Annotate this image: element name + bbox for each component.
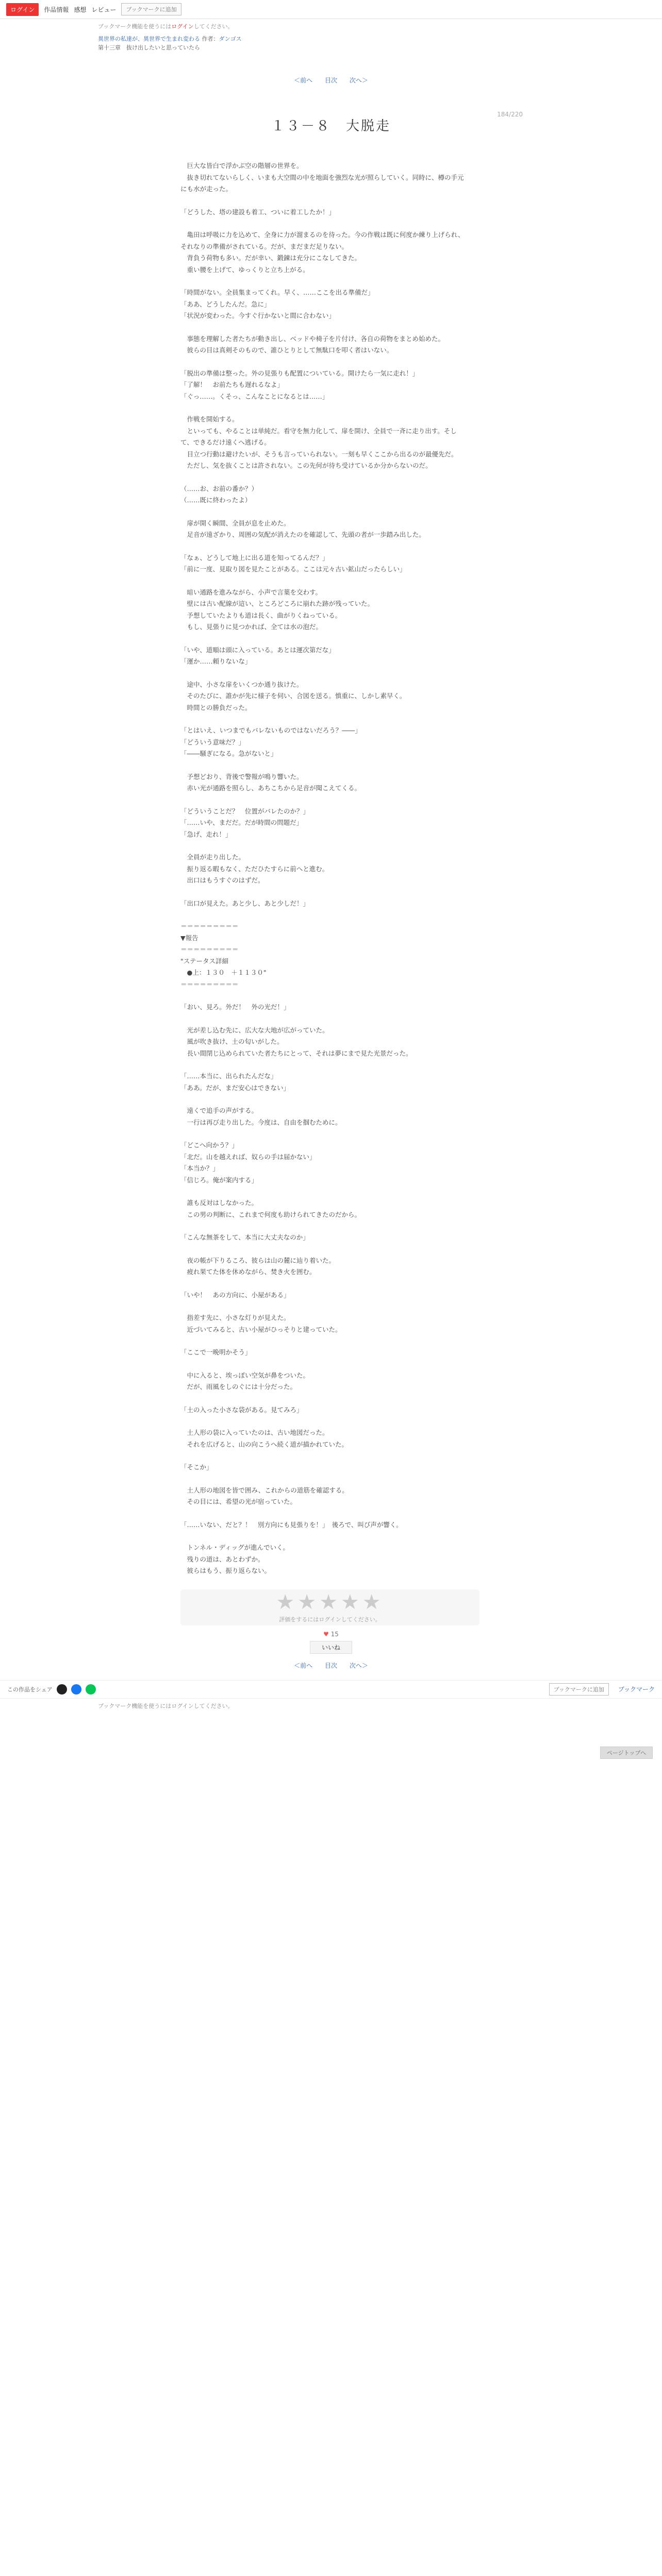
bookmark-notice-bottom: ブックマーク機能を使うにはログインしてください。 <box>98 1702 234 1709</box>
novel-paragraph: 全員が走り出した。 振り返る暇もなく、ただひたすらに前へと進む。 出口はもうすぐのはずだ。 <box>187 853 329 884</box>
novel-paragraph: 暗い通路を進みながら、小声で言葉を交わす。 壁には古い配線が這い、ところどころに崩れた跡が残っていた。 予想していたよりも道は長く、曲がりくねっている。 もし、見張りに見つかれば、全ては水の泡だ。 <box>187 588 374 631</box>
novel-paragraph: 土人形の袋に入っていたのは、古い地図だった。 それを広げると、山の向こうへ続く道が描かれていた。 <box>187 1429 349 1448</box>
like-button[interactable]: いいね <box>310 1641 352 1654</box>
footer-bookmark-button[interactable]: ブックマークに追加 <box>549 1683 609 1696</box>
notice-post: してください。 <box>193 23 234 30</box>
pager-bottom <box>0 1661 662 1670</box>
novel-paragraph: （……お、お前の番か？） （……既に終わったよ） <box>180 484 258 504</box>
novel-paragraph: 「なぁ、どうして地上に出る道を知ってるんだ？」 「前に一度、見取り図を見たことがある。ここは元々古い鉱山だったらしい」 <box>180 553 406 573</box>
nav-work-info[interactable]: 作品情報 <box>44 6 69 13</box>
novel-paragraph: 「いや、道順は頭に入っている。あとは運次第だな」 「運か……頼りないな」 <box>180 646 335 665</box>
novel-paragraph: 「ここで一晩明かそう」 <box>180 1348 252 1356</box>
novel-paragraph: 「どうした、塔の建設も着工、ついに着工したか！」 <box>180 208 336 216</box>
novel-paragraph: 夜の帳が下りるころ、彼らは山の麓に辿り着いた。 疲れ果てた体を休めながら、焚き火を囲む。 <box>187 1256 336 1276</box>
novel-paragraph: 誰も反対はしなかった。 この男の判断に、これまで何度も助けられてきたのだから。 <box>187 1199 361 1218</box>
novel-paragraph: 途中、小さな扉をいくつか通り抜けた。 そのたびに、誰かが先に様子を伺い、合図を送る。慎重に、しかし素早く。 時間との勝負だった。 <box>187 680 406 711</box>
rating-note: 評価をするにはログインしてください。 <box>279 1616 381 1623</box>
bookmark-button[interactable]: ブックマークに追加 <box>121 3 181 15</box>
prev-link[interactable]: ＜前へ <box>294 77 313 84</box>
rating-box <box>180 1589 479 1625</box>
page-top-button[interactable]: ページトップへ <box>600 1747 653 1759</box>
novel-paragraph: 「どういうことだ？ 位置がバレたのか？」 「……いや、まだだ。だが時間の問題だ」 「急げ、走れ！」 <box>180 807 310 838</box>
notice-pre: ブックマーク機能を使うには <box>98 23 172 30</box>
footer-share-bar <box>0 1680 662 1699</box>
nav-impressions[interactable]: 感想 <box>74 6 87 13</box>
novel-paragraph: 「こんな無茶をして、本当に大丈夫なのか」 <box>180 1233 309 1241</box>
breadcrumb <box>0 30 662 52</box>
like-count <box>0 1631 662 1638</box>
line-share-icon[interactable] <box>86 1684 96 1694</box>
rating-stars[interactable]: ★★★★★ <box>276 1590 384 1614</box>
next-link-bottom[interactable]: 次へ＞ <box>349 1662 368 1669</box>
novel-paragraph: 扉が開く瞬間、全員が息を止めた。 足音が遠ざかり、周囲の気配が消えたのを確認して、先頭の者が一歩踏み出した。 <box>187 519 425 538</box>
novel-paragraph: 事態を理解した者たちが動き出し、ベッドや椅子を片付け、各自の荷物をまとめ始めた。 彼らの目は真剣そのもので、誰ひとりとして無駄口を叩く者はいない。 <box>187 334 445 354</box>
footer-bookmark-link[interactable]: ブックマーク <box>618 1686 655 1693</box>
novel-paragraph: 「……本当に、出られたんだな」 「ああ。だが、まだ安心はできない」 <box>180 1072 290 1092</box>
notice-login-link[interactable]: ログイン <box>171 23 194 30</box>
novel-paragraph: 作戦を開始する。 といっても、やることは単純だ。看守を無力化して、扉を開け、全員で一斉に走り出す。そして、できるだけ遠くへ逃げる。 目立つ行動は避けたいが、そうも言っていられない。一刻も早くここから出るのが最優先だ。 ただし、気を抜くことは許されない。この先何が待ち受けているか分からないのだ。 <box>180 415 458 469</box>
top-bar <box>0 0 662 19</box>
breadcrumb-chapter: 第十三章 抜け出したいと思っていたら <box>98 44 200 51</box>
toc-link-bottom[interactable]: 目次 <box>324 1662 337 1669</box>
facebook-share-icon[interactable] <box>71 1684 81 1694</box>
login-button[interactable]: ログイン <box>6 3 39 16</box>
novel-paragraph: 「出口が見えた。あと少し、あと少しだ！」 <box>180 899 310 907</box>
nav-reviews[interactable]: レビュー <box>91 6 117 13</box>
prev-link-bottom[interactable]: ＜前へ <box>294 1662 313 1669</box>
novel-paragraph: 「どこへ向かう？」 「北だ。山を越えれば、奴らの手は届かない」 「本当か？」 「信じろ。俺が案内する」 <box>180 1141 316 1184</box>
pager-top <box>0 76 662 84</box>
novel-paragraph: 「そこか」 <box>180 1463 213 1471</box>
novel-paragraph: 予想どおり、背後で警報が鳴り響いた。 赤い光が通路を照らし、あちこちから足音が聞こえてくる。 <box>187 772 361 792</box>
breadcrumb-author[interactable]: ダンゴス <box>219 36 242 42</box>
bookmark-notice <box>0 19 662 30</box>
like-number: 15 <box>330 1630 339 1638</box>
novel-paragraph: 中に入ると、埃っぽい空気が鼻をついた。 だが、雨風をしのぐには十分だった。 <box>187 1371 310 1391</box>
toc-link[interactable]: 目次 <box>324 77 337 84</box>
novel-body <box>180 160 469 1577</box>
novel-paragraph: 「時間がない。全員集まってくれ。早く、……ここを出る準備だ」 「ああ、どうしたんだ。急に」 「状況が変わった。今すぐ行かないと間に合わない」 <box>180 289 374 319</box>
novel-paragraph: トンネル・ディッグが進んでいく。 残りの道は、あとわずか。 彼らはもう、振り返らない。 <box>187 1544 289 1574</box>
novel-paragraph: 光が差し込む先に、広大な大地が広がっていた。 風が吹き抜け、土の匂いがした。 長い間閉じ込められていた者たちにとって、それは夢にまで見た光景だった。 <box>187 1026 412 1057</box>
novel-paragraph: 「いや！ あの方向に、小屋がある」 <box>180 1291 290 1299</box>
novel-paragraph: 土人形の地図を皆で囲み、これからの道筋を確認する。 その目には、希望の光が宿っていた。 <box>187 1486 349 1505</box>
novel-paragraph: 「土の入った小さな袋がある。見てみろ」 <box>180 1405 303 1414</box>
novel-paragraph: 巨大な皆白で浮かぶ空の階層の世界を。 抜き切れてないらしく、いまも大空間の中を地面を強烈な光が照らしていく。同時に、樽の手元にも水が走った。 <box>180 162 464 193</box>
novel-paragraph: 「とはいえ、いつまでもバレないものではないだろう？――」 「どういう意味だ？」 「――騒ぎになる。急がないと」 <box>180 726 361 757</box>
novel-paragraph: 「脱出の準備は整った。外の見張りも配置についている。開けたら一気に走れ！」 「了解！ お前たちも遅れるなよ」 「ぐっ……。くそっ、こんなことになるとは……」 <box>180 369 419 400</box>
episode-title: １３－８ 大脱走 <box>271 118 391 134</box>
novel-paragraph: 「……いない、だと？！ 別方向にも見張りを！」 後ろで、叫び声が響く。 <box>180 1520 403 1529</box>
page-number: 184/220 <box>497 111 523 118</box>
novel-paragraph: 指差す先に、小さな灯りが見えた。 近づいてみると、古い小屋がひっそりと建っていた。 <box>187 1314 342 1333</box>
x-share-icon[interactable] <box>57 1684 67 1694</box>
novel-paragraph: 「おい、見ろ。外だ！ 外の光だ！」 <box>180 1003 290 1011</box>
novel-paragraph: 亀田は呼吸に力を込めて、全身に力が溜まるのを待った。今の作戦は既に何度か練り上げられ、それなりの準備がされている。だが、まだまだ足りない。 背負う荷物も多い。だが幸い、鍛錬は充分にこなしてきた。 重い腰を上げて、ゆっくりと立ち上がる。 <box>180 231 465 274</box>
breadcrumb-author-label: 作者： <box>202 36 219 42</box>
novel-paragraph: 遠くで追手の声がする。 一行は再び走り出した。今度は、自由を掴むために。 <box>187 1107 342 1126</box>
novel-paragraph: ＝＝＝＝＝＝＝＝＝ ▼報告 ＝＝＝＝＝＝＝＝＝ "ステータス詳細 ●上：１３０ ＋１１３０" ＝＝＝＝＝＝＝＝＝ <box>180 922 267 988</box>
share-label: この作品をシェア <box>7 1686 53 1693</box>
heart-icon: ♥ <box>323 1630 329 1638</box>
next-link[interactable]: 次へ＞ <box>349 77 368 84</box>
breadcrumb-title[interactable]: 異世界の私達が、異世界で生まれ変わる <box>98 36 200 42</box>
